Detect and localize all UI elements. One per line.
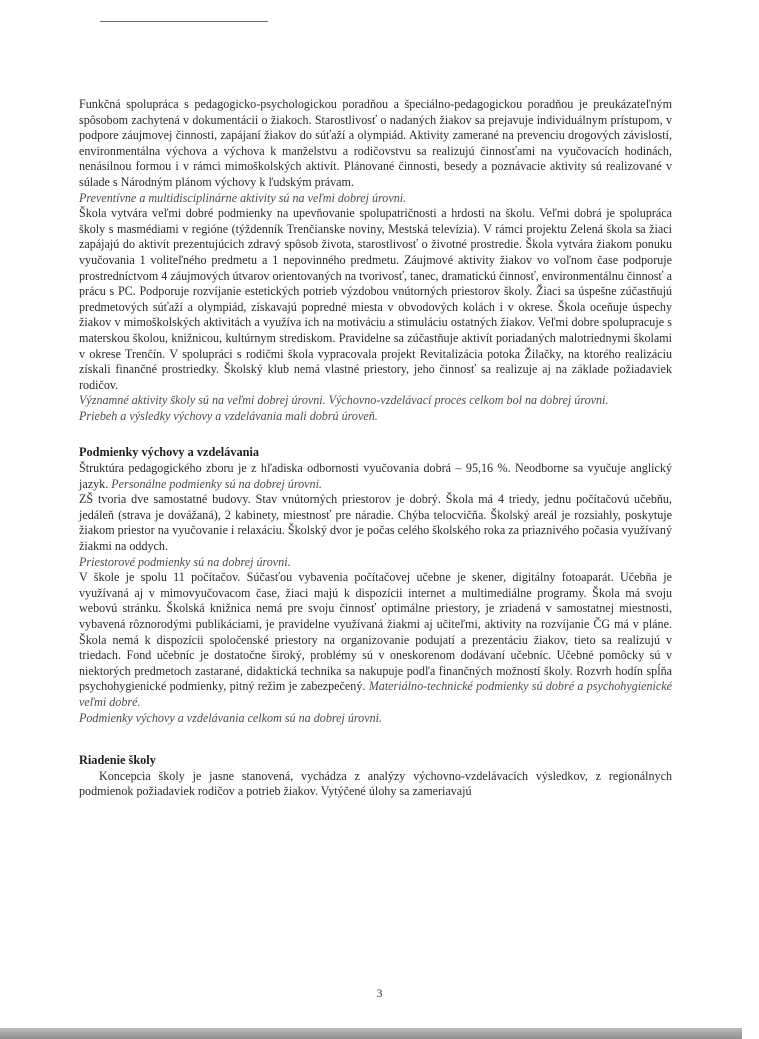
equipment-text: V škole je spolu 11 počítačov. Súčasťou vybavenia počítačovej učebne je skener, digitálny fotoaparát. Učebňa je využívaná aj v mimovyučovacom čase, žiaci majú k dispozícii internet a multimediálne programy. Škola má svoju webovú stránku. Školská knižnica nemá pre svoju činnosť optimálne priestory, je zriadená v samostatnej miestnosti, vybavená rôznorodými publikáciami, je pravidelne využívaná žiakmi aj učiteľmi, aktivity na rozvíjanie ČG má v pláne. Škola nemá k dispozícii spoločenské priestory na organizovanie podujatí a prezentáciu žiakov, tieto sa realizujú v triedach. Fond učebníc je dostatočne široký, problémy sú v oneskorenom dodávaní učebníc. Učebné pomôcky sú v niektorých predmetoch zastarané, didaktická technika sa nakupuje podľa finančných možností školy. Rozvrh hodín spĺňa psychohygienické podmienky, pitný režim je zabezpečený. (79, 570, 672, 694)
spacer (79, 726, 672, 753)
header-rule (100, 21, 268, 22)
evaluation-prevention: Preventívne a multidisciplinárne aktivity sú na veľmi dobrej úrovni. (79, 190, 407, 205)
evaluation-staff: Personálne podmienky sú na dobrej úrovni. (111, 476, 322, 491)
spacer (79, 424, 672, 445)
document-body (79, 97, 672, 800)
evaluation-process: Priebeh a výsledky výchovy a vzdelávania mali dobrú úroveň. (79, 408, 378, 423)
paragraph-cooperation: Funkčná spolupráca s pedagogicko-psychologickou poradňou a špeciálno-pedagogickou poradňou je preukázateľným spôsobom zachytená v dokumentácii o žiakoch. Starostlivosť o nadaných žiakov sa prejavuje individuálnym prístupom, v podpore záujmovej činnosti, zapájaní žiakov do súťaží a olympiád. Aktivity zamerané na prevenciu drogových závislostí, environmentálna výchova a výchova k manželstvu a rodičovstvu sa realizujú činnosťami na vyučovacích hodinách, nenásilnou formou i v rámci mimoškolských aktivít. Plánované činnosti, besedy a poznávacie aktivity sú realizované v súlade s Národným plánom výchovy k ľudským právam. (79, 97, 672, 189)
paragraph-buildings: ZŠ tvoria dve samostatné budovy. Stav vnútorných priestorov je dobrý. Škola má 4 triedy, jednu počítačovú učebňu, jedáleň (strava je dovážaná), 2 kabinety, miestnosť pre náradie. Chýba telocvičňa. Školský areál je rozsiahly, poskytuje žiakom priestor na vyučovanie i relaxáciu. Školský dvor je počas celého školského roka za priaznivého počasia využívaný žiakmi na oddych. (79, 492, 672, 554)
evaluation-activities: Významné aktivity školy sú na veľmi dobrej úrovni. Výchovno-vzdelávací proces celkom bol na dobrej úrovni. (79, 393, 609, 408)
staff-text: Štruktúra pedagogického zboru je z hľadiska odbornosti vyučovania dobrá – 95,16 %. Neodborne sa vyučuje anglický jazyk. (79, 461, 672, 491)
paragraph-management: Koncepcia školy je jasne stanovená, vychádza z analýzy výchovno-vzdelávacích výsledkov, z regionálnych podmienok požiadaviek rodičov a potrieb žiakov. Vytýčené úlohy sa zameriavajú (79, 768, 672, 799)
evaluation-conditions: Podmienky výchovy a vzdelávania celkom sú na dobrej úrovni. (79, 710, 383, 725)
evaluation-spaces: Priestorové podmienky sú na dobrej úrovni. (79, 554, 291, 569)
paragraph-school-activities: Škola vytvára veľmi dobré podmienky na upevňovanie spolupatričnosti a hrdosti na školu. Veľmi dobrá je spolupráca školy s masmédiami v regióne (týždenník Trenčianske noviny, Mestská televízia). V rámci projektu Zelená škola sa žiaci zapájajú do aktivít prezentujúcich zdravý spôsob života, starostlivosť o životné prostredie. Škola vytvára žiakom ponuku vyučovania 1 voliteľného predmetu a 1 nepovinného predmetu. Záujmové aktivity žiakov vo voľnom čase podporuje prostredníctvom 4 záujmových útvarov orientovaných na tvorivosť, tanec, dramatickú činnosť, environmentálnu činnosť a prácu s PC. Podporuje rozvíjanie estetických potrieb výzdobou vnútorných priestorov školy. Žiaci sa úspešne zúčastňujú predmetových súťaží a olympiád, získavajú popredné miesta v obvodových kolách i v okrese. Škola oceňuje úspechy žiakov v mimoškolských aktivitách a využíva ich na motiváciu a stimuláciu ostatných žiakov. Veľmi dobre spolupracuje s materskou školou, knižnicou, kultúrnym strediskom. Pravidelne sa zúčastňuje aktivít poriadaných malotriednymi školami v okrese Trenčín. V spolupráci s rodičmi škola vypracovala projekt Revitalizácia potoka Žilačky, na ktorého realizáciu získali finančné prostriedky. Školský klub nemá vlastné priestory, jeho činnosť sa realizuje aj na základe požiadaviek rodičov. (79, 206, 672, 392)
scan-edge-band (0, 1028, 742, 1039)
page-number: 3 (376, 986, 383, 1000)
paragraph-staff (79, 461, 672, 492)
section-heading-management: Riadenie školy (79, 753, 156, 768)
evaluation-equipment: Materiálno-technické podmienky sú dobré a psychohygienické veľmi dobré. (79, 679, 672, 709)
paragraph-equipment (79, 570, 672, 710)
section-heading-conditions: Podmienky výchovy a vzdelávania (79, 445, 260, 460)
